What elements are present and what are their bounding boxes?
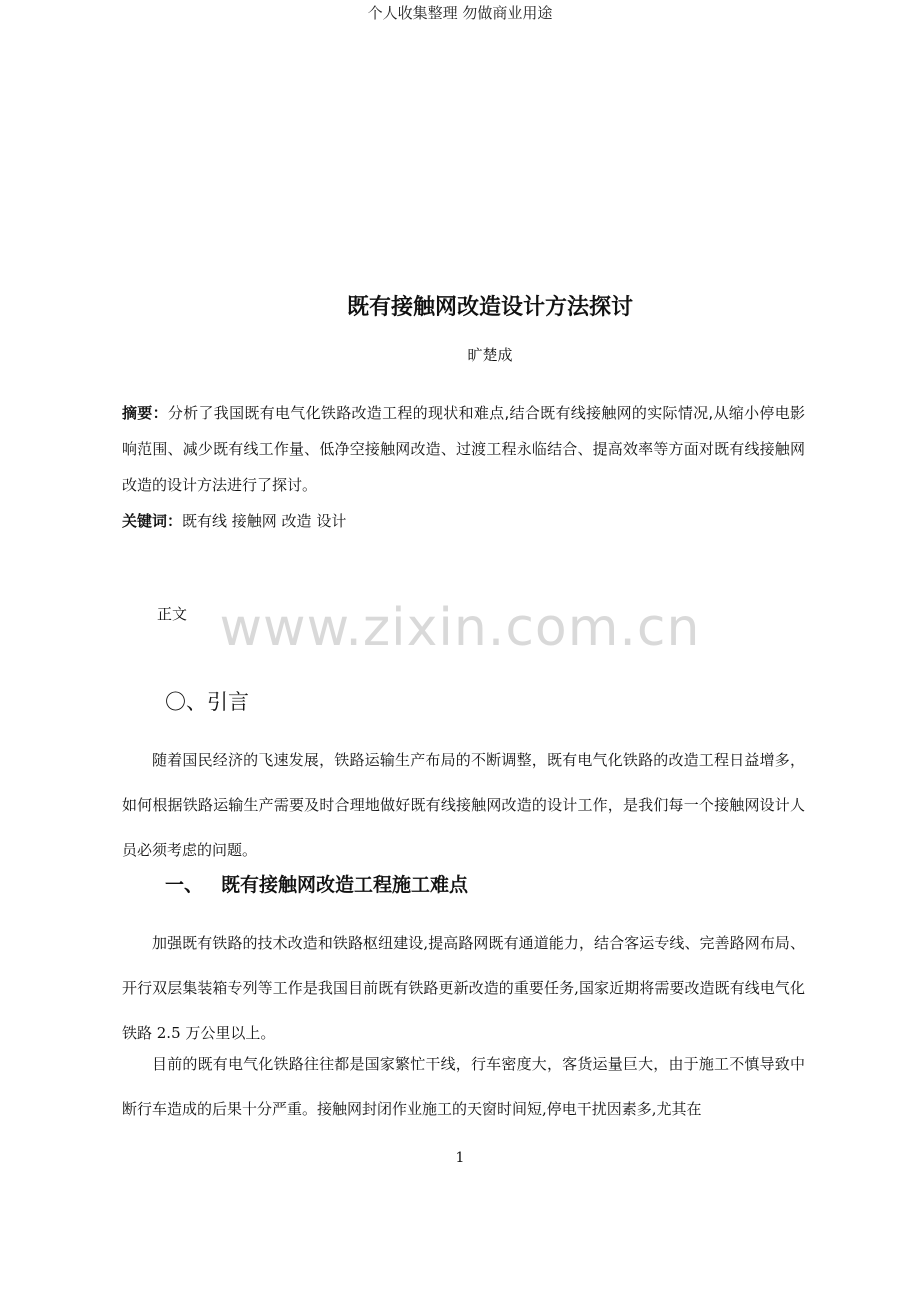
document-title: 既有接触网改造设计方法探讨 [346,295,633,320]
keywords-label: 关键词： [122,512,183,530]
page-number: 1 [455,1150,465,1166]
body-label: 正文 [157,605,188,623]
keywords-text: 既有线 接触网 改造 设计 [182,512,347,530]
abstract-paragraph [122,395,805,503]
document-author: 旷楚成 [467,346,513,364]
page-header-note: 个人收集整理 勿做商业用途 [367,4,553,22]
section-1-paragraph-2: 目前的既有电气化铁路往往都是国家繁忙干线，行车密度大，客货运量巨大，由于施工不慎导致中断行车造成的后果十分严重。接触网封闭作业施工的天窗时间短,停电干扰因素多,尤其在 [122,1055,805,1118]
section-0-paragraph: 随着国民经济的飞速发展，铁路运输生产布局的不断调整，既有电气化铁路的改造工程日益增多，如何根据铁路运输生产需要及时合理地做好既有线接触网改造的设计工作，是我们每一个接触网设计人员必须考虑的问题。 [122,751,805,859]
abstract-text: 分析了我国既有电气化铁路改造工程的现状和难点,结合既有线接触网的实际情况,从缩小停电影响范围、减少既有线工作量、低净空接触网改造、过渡工程永临结合、提高效率等方面对既有线接触网改造的设计方法进行了探讨。 [122,404,805,494]
section-0-heading: 〇、引言 [165,690,249,714]
section-1-heading [165,870,468,897]
section-1-number: 一、 [165,874,204,896]
abstract-label: 摘要： [122,404,168,422]
section-1-paragraph-1: 加强既有铁路的技术改造和铁路枢纽建设,提高路网既有通道能力，结合客运专线、完善路网布局、开行双层集装箱专列等工作是我国目前既有铁路更新改造的重要任务,国家近期将需要改造既有线电气化铁路 2.5 万公里以上。 [122,934,805,1042]
section-1-title: 既有接触网改造工程施工难点 [221,874,469,896]
watermark: www.zixin.com.cn [219,598,701,658]
keywords-line [122,505,805,537]
